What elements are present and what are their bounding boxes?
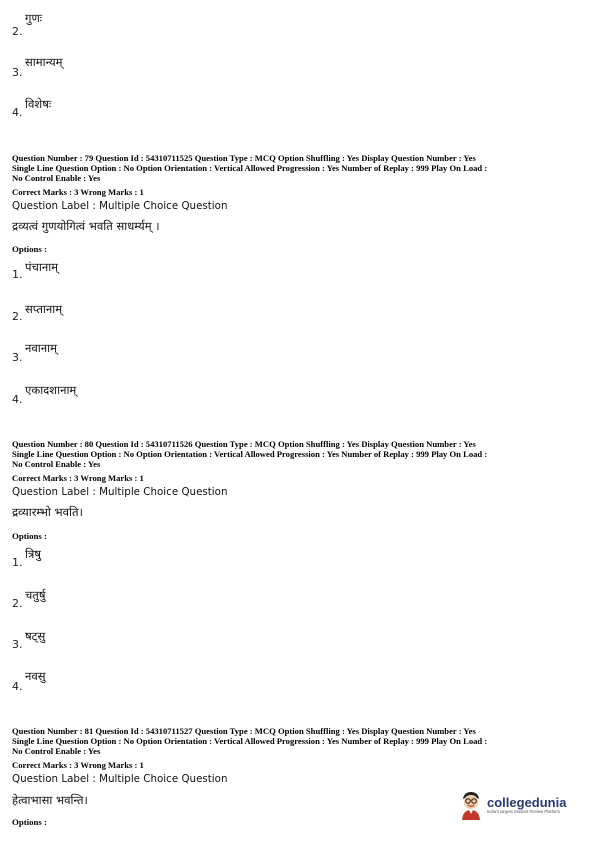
student-mascot-icon (458, 790, 484, 820)
options-heading: Options : (12, 817, 47, 827)
option-number: 1. (12, 556, 23, 569)
metadata-line: No Control Enable : Yes (12, 173, 101, 183)
logo-tagline: India's largest Student Review Platform (487, 808, 560, 814)
question-text: द्रव्यत्वं गुणयोगित्वं भवति साधर्म्यम् । (12, 219, 160, 233)
metadata-line: Question Number : 81 Question Id : 54310711527 Question Type : MCQ Option Shuffling : Yes Display Question Number : Yes (12, 726, 476, 736)
options-heading: Options : (12, 244, 47, 254)
metadata-line: Single Line Question Option : No Option Orientation : Vertical Allowed Progression : Yes Number of Replay : 999 Play On Load : (12, 736, 488, 746)
metadata-line: No Control Enable : Yes (12, 746, 101, 756)
metadata-line: Question Number : 80 Question Id : 54310711526 Question Type : MCQ Option Shuffling : Yes Display Question Number : Yes (12, 439, 476, 449)
option-number: 2. (12, 597, 23, 610)
option-text: नवसु (25, 669, 46, 683)
option-number: 4. (12, 680, 23, 693)
option-number: 3. (12, 638, 23, 651)
option-number: 2. (12, 25, 23, 38)
marks-info: Correct Marks : 3 Wrong Marks : 1 (12, 760, 144, 770)
metadata-line: Single Line Question Option : No Option Orientation : Vertical Allowed Progression : Yes Number of Replay : 999 Play On Load : (12, 449, 488, 459)
question-text: द्रव्यारम्भो भवति। (12, 505, 83, 519)
collegedunia-logo (458, 789, 588, 821)
question-metadata (12, 439, 487, 469)
option-number: 4. (12, 393, 23, 406)
option-number: 3. (12, 66, 23, 79)
logo-name: collegedunia (487, 794, 567, 810)
metadata-line: Question Number : 79 Question Id : 54310711525 Question Type : MCQ Option Shuffling : Yes Display Question Number : Yes (12, 153, 476, 163)
question-metadata (12, 153, 487, 183)
option-text: गुणः (25, 11, 43, 25)
option-text: पंचानाम् (25, 260, 59, 274)
option-number: 2. (12, 310, 23, 323)
option-number: 1. (12, 268, 23, 281)
question-label: Question Label : Multiple Choice Question (12, 486, 228, 498)
option-text: त्रिषु (25, 547, 41, 561)
marks-info: Correct Marks : 3 Wrong Marks : 1 (12, 187, 144, 197)
question-label: Question Label : Multiple Choice Question (12, 200, 228, 212)
option-number: 4. (12, 106, 23, 119)
question-text: हेत्वाभासा भवन्ति। (12, 793, 88, 807)
marks-info: Correct Marks : 3 Wrong Marks : 1 (12, 473, 144, 483)
metadata-line: Single Line Question Option : No Option Orientation : Vertical Allowed Progression : Yes Number of Replay : 999 Play On Load : (12, 163, 488, 173)
question-metadata (12, 726, 487, 756)
option-text: एकादशानाम् (25, 383, 77, 397)
option-text: षट्सु (25, 629, 46, 643)
options-heading: Options : (12, 531, 47, 541)
metadata-line: No Control Enable : Yes (12, 459, 101, 469)
option-number: 3. (12, 351, 23, 364)
option-text: चतुर्षु (25, 588, 46, 602)
option-text: सप्तानाम् (25, 302, 63, 316)
option-text: नवानाम् (25, 341, 57, 355)
question-label: Question Label : Multiple Choice Question (12, 773, 228, 785)
option-text: सामान्यम् (25, 55, 63, 69)
option-text: विशेषः (25, 97, 52, 111)
